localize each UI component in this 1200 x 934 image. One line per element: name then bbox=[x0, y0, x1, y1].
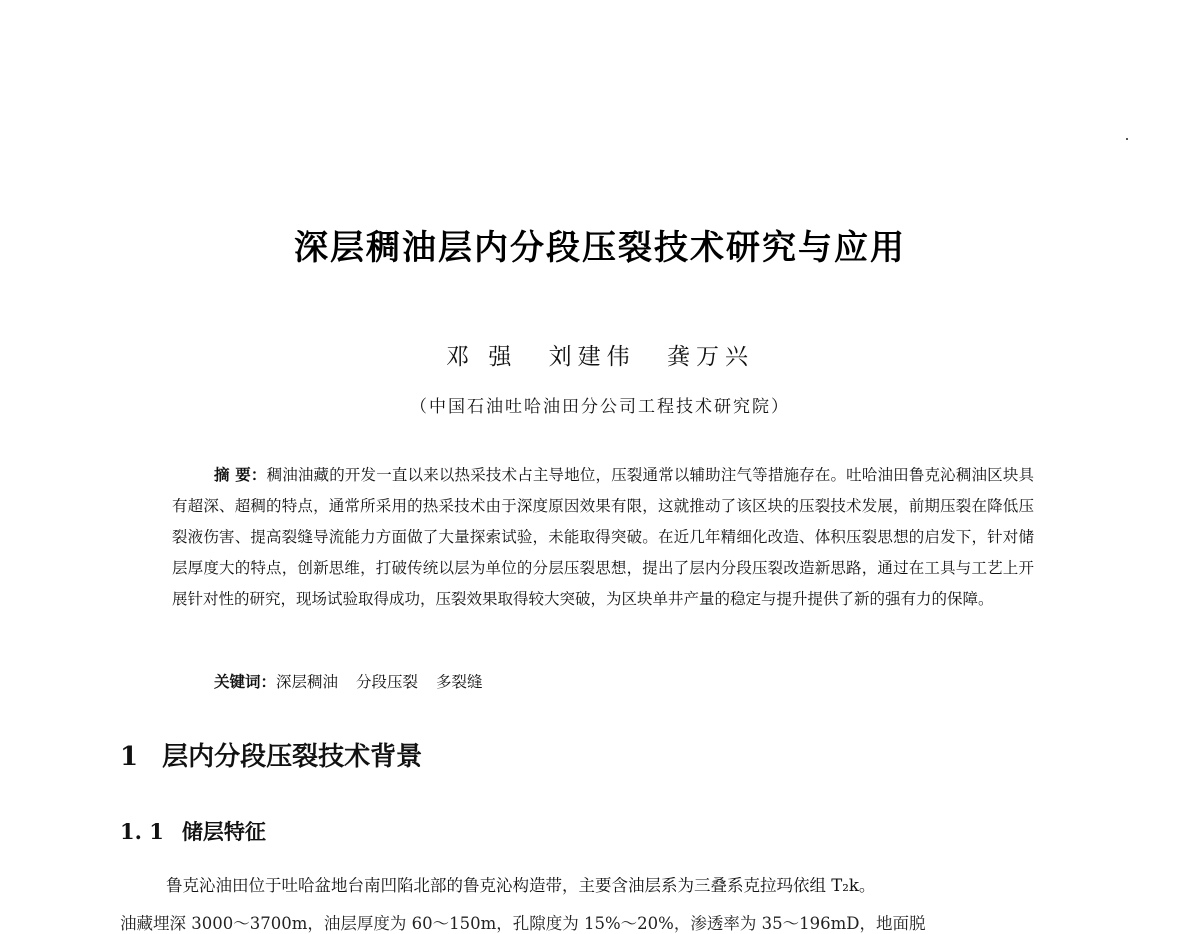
subsection-number: 1. 1 bbox=[120, 819, 164, 844]
author-name: 龚万兴 bbox=[666, 344, 754, 370]
author-name: 刘建伟 bbox=[548, 344, 636, 370]
abstract-label: 摘 要： bbox=[214, 466, 267, 484]
subsection-title: 储层特征 bbox=[181, 820, 266, 844]
body-text-cut: 油藏埋深 3000～3700m，油层厚度为 60～150m，孔隙度为 15%～20%，渗透率为 35～196mD，地面脱 bbox=[120, 914, 926, 933]
keyword: 多裂缝 bbox=[436, 673, 483, 691]
paper-title: 深层稠油层内分段压裂技术研究与应用 bbox=[294, 228, 906, 268]
subsection-heading bbox=[120, 816, 266, 846]
author-name: 邓 强 bbox=[446, 344, 518, 370]
section-title: 层内分段压裂技术背景 bbox=[162, 742, 423, 772]
author-list bbox=[0, 338, 1200, 371]
affiliation: （中国石油吐哈油田分公司工程技术研究院） bbox=[410, 397, 790, 417]
keyword: 分段压裂 bbox=[356, 673, 419, 691]
keywords bbox=[214, 670, 501, 692]
body-text: 鲁克沁油田位于吐哈盆地台南凹陷北部的鲁克沁构造带，主要含油层系为三叠系克拉玛依组 T₂k。 bbox=[166, 876, 876, 895]
section-number: 1 bbox=[120, 742, 139, 772]
abstract-text: 稠油油藏的开发一直以来以热采技术占主导地位，压裂通常以辅助注气等措施存在。吐哈油田鲁克沁稠油区块具有超深、超稠的特点，通常所采用的热采技术由于深度原因效果有限，这就推动了该区块的压裂技术发展，前期压裂在降低压裂液伤害、提高裂缝导流能力方面做了大量探索试验，未能取得突破。在近几年精细化改造、体积压裂思想的启发下，针对储层厚度大的特点，创新思维，打破传统以层为单位的分层压裂思想，提出了层内分段压裂改造新思路，通过在工具与工艺上开展针对性的研究，现场试验取得成功，压裂效果取得较大突破，为区块单井产量的稳定与提升提供了新的强有力的保障。 bbox=[172, 466, 1034, 608]
keywords-label: 关键词： bbox=[214, 673, 277, 691]
abstract bbox=[172, 460, 1034, 615]
keyword: 深层稠油 bbox=[276, 673, 339, 691]
section-heading bbox=[120, 736, 422, 773]
scan-speck bbox=[1126, 138, 1128, 140]
